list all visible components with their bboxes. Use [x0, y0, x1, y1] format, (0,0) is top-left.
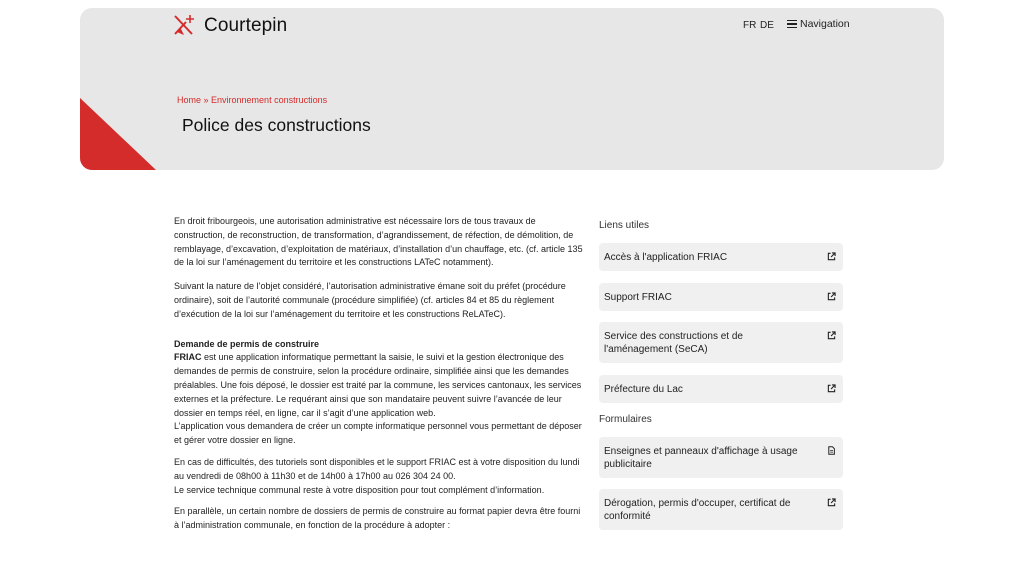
form-card-signage[interactable]	[599, 437, 843, 478]
hamburger-menu-icon	[787, 20, 797, 29]
link-card-label: Support FRIAC	[604, 291, 672, 303]
friac-paragraph	[174, 351, 584, 420]
link-card-label: Service des constructions et de l'aménagement (SeCA)	[604, 330, 743, 355]
coat-of-arms-icon	[172, 13, 198, 39]
lang-de-link[interactable]: DE	[760, 20, 774, 31]
link-card-prefecture[interactable]	[599, 375, 843, 403]
external-link-icon	[827, 498, 836, 507]
page-title: Police des constructions	[182, 115, 371, 135]
service-info-text: Le service technique communal reste à votre disposition pour tout complément d’information.	[174, 484, 545, 495]
link-card-friac-support[interactable]	[599, 283, 843, 311]
authority-paragraph: Suivant la nature de l’objet considéré, l’autorisation administrative émane soit du préfet (procédure ordinaire), soit de l’autorité communale (procédure simplifiée) (cf. articles 84 et 85 du règlement d’exécution de la loi sur l’aménagement du territoire et les constructions ReLATeC).	[174, 281, 566, 319]
site-logo[interactable]	[172, 13, 287, 39]
friac-name: FRIAC	[174, 352, 202, 363]
friac-description: est une application informatique permettant la saisie, le suivi et la gestion électronique des demandes de permis de construire, selon la procédure ordinaire, simplifiée ainsi que les demandes préalables. Une fois déposé, le dossier est traité par la commune, les services cantonaux, les services externes et la préfecture. Le requérant ainsi que son mandataire peuvent suivre l’avancée de leur dossier en temps réel, en ligne, car il s’agit d’une application web.	[174, 352, 582, 418]
form-card-label: Enseignes et panneaux d'affichage à usage publicitaire	[604, 445, 798, 470]
form-card-derogation[interactable]	[599, 489, 843, 530]
form-card-label: Dérogation, permis d'occuper, certificat de conformité	[604, 497, 791, 522]
forms-title: Formulaires	[599, 414, 652, 425]
friac-account-text: L’application vous demandera de créer un compte informatique personnel vous permettant de déposer et gérer votre dossier en ligne.	[174, 421, 582, 446]
navigation-label: Navigation	[800, 18, 850, 30]
external-link-icon	[827, 292, 836, 301]
breadcrumb	[177, 95, 327, 105]
paper-files-text: En parallèle, un certain nombre de dossiers de permis de construire au format papier devra être fourni à l’administration communale, en fonction de la procédure à adopter :	[174, 506, 581, 531]
document-icon	[827, 446, 836, 455]
useful-links-title: Liens utiles	[599, 220, 650, 231]
external-link-icon	[827, 252, 836, 261]
breadcrumb-current-link[interactable]: Environnement constructions	[211, 95, 328, 105]
permit-section	[174, 338, 584, 448]
link-card-label: Accès à l'application FRIAC	[604, 251, 728, 263]
lang-fr-link[interactable]: FR	[743, 20, 757, 31]
support-hours-text: En cas de difficultés, des tutoriels sont disponibles et le support FRIAC est à votre disposition du lundi au vendredi de 08h00 à 11h30 et de 14h00 à 17h00 au 026 304 24 00.	[174, 456, 580, 481]
link-card-seca[interactable]	[599, 322, 843, 363]
breadcrumb-home-link[interactable]: Home	[177, 95, 202, 105]
external-link-icon	[827, 384, 836, 393]
breadcrumb-separator: »	[201, 95, 212, 105]
navigation-button[interactable]	[787, 18, 850, 30]
permit-heading: Demande de permis de construire	[174, 338, 320, 349]
decorative-red-triangle	[80, 98, 156, 170]
link-card-label: Préfecture du Lac	[604, 383, 683, 395]
link-card-friac-app[interactable]	[599, 243, 843, 271]
site-name: Courtepin	[204, 15, 288, 36]
external-link-icon	[827, 331, 836, 340]
page-header	[80, 8, 944, 170]
intro-paragraph: En droit fribourgeois, une autorisation administrative est nécessaire lors de tous travaux de construction, de reconstruction, de transformation, d’agrandissement, de réfection, de démolition, de remblayage, d’excavation, d’exploitation de matériaux, d’installation d’un chauffage, etc. (cf. article 135 de la loi sur l’aménagement du territoire et les constructions LATeC notamment).	[174, 216, 583, 268]
main-content	[174, 215, 584, 543]
